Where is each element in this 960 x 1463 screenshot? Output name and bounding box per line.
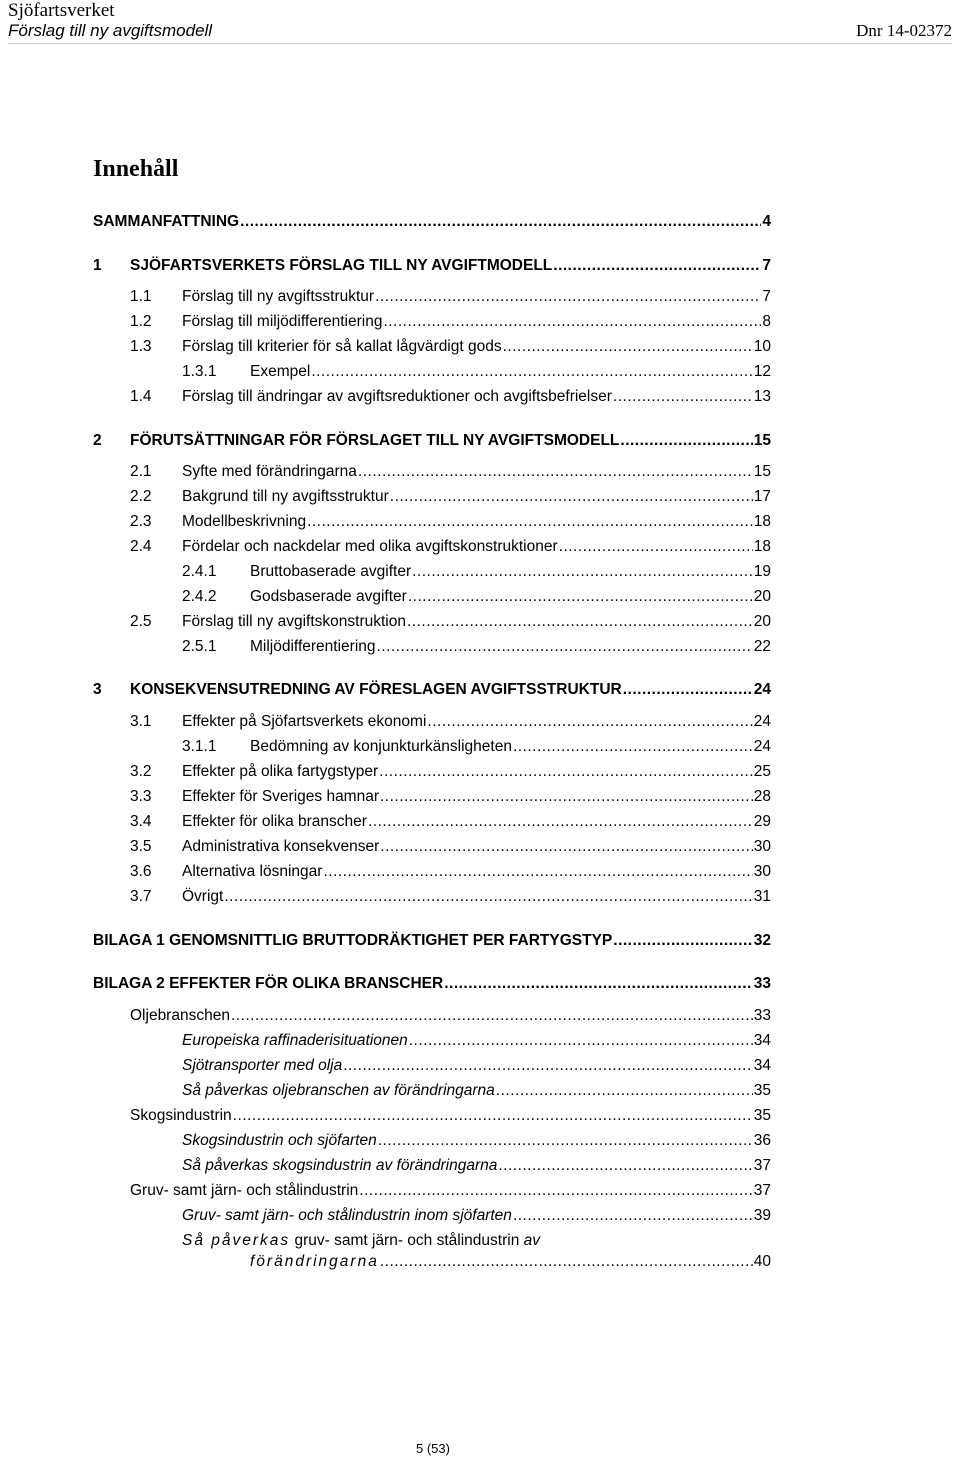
toc-page: 35 (753, 1082, 771, 1099)
toc-leader (307, 511, 753, 533)
toc-entry-text: Förslag till ändringar av avgiftsreduktioner och avgiftsbefrielser (182, 388, 612, 405)
toc-page: 32 (753, 932, 771, 949)
toc-entry-text: Övrigt (182, 888, 224, 905)
toc-page: 17 (753, 488, 771, 505)
toc-page: 30 (753, 863, 771, 880)
toc-entry-text: Skogsindustrin och sjöfarten (182, 1132, 377, 1149)
toc-number: 3.3 (130, 788, 152, 805)
toc-leader (613, 930, 752, 952)
toc-entry-text: SJÖFARTSVERKETS FÖRSLAG TILL NY AVGIFTMODELL (130, 257, 553, 274)
toc-page: 25 (753, 763, 771, 780)
toc-leader (311, 361, 752, 383)
toc-entry-text: Bedömning av konjunkturkänsligheten (250, 738, 512, 755)
toc-leader (358, 461, 753, 483)
toc-entry-text: SAMMANFATTNING (93, 213, 240, 230)
toc-leader (377, 636, 753, 658)
toc-page: 31 (753, 888, 771, 905)
toc-page: 24 (753, 738, 771, 755)
toc-leader (368, 811, 753, 833)
toc-entry[interactable] (93, 211, 771, 233)
toc-page: 33 (753, 1007, 771, 1024)
toc-number: 3.6 (130, 863, 152, 880)
toc-entry[interactable] (182, 1055, 771, 1077)
toc-entry[interactable] (182, 1080, 771, 1102)
toc-page: 29 (753, 813, 771, 830)
toc-entry-text: Förslag till ny avgiftsstruktur (182, 288, 375, 305)
toc-number: 2.4.1 (182, 563, 217, 580)
toc-entry-wrapped-line2[interactable] (250, 1251, 771, 1273)
toc-leader (623, 679, 753, 701)
toc-entry[interactable] (93, 255, 771, 277)
toc-entry-text: Effekter för olika branscher (182, 813, 367, 830)
toc-leader (343, 1055, 753, 1077)
toc-leader (513, 736, 753, 758)
toc-entry[interactable] (182, 1130, 771, 1152)
toc-entry[interactable] (182, 361, 771, 383)
toc-page: 37 (753, 1157, 771, 1174)
toc-page: 28 (753, 788, 771, 805)
toc-entry-text: Så påverkas oljebranschen av förändringarna (182, 1082, 495, 1099)
toc-entry-text: Syfte med förändringarna (182, 463, 357, 480)
toc-entry[interactable] (130, 461, 771, 483)
toc-entry[interactable] (93, 973, 771, 995)
toc-leader (240, 211, 761, 233)
toc-entry-text: BILAGA 1 GENOMSNITTLIG BRUTTODRÄKTIGHET PER FARTYGSTYP (93, 932, 613, 949)
toc-leader (444, 973, 753, 995)
toc-leader (323, 861, 752, 883)
toc-entry[interactable] (130, 1005, 771, 1027)
toc-entry-text: förändringarna (250, 1253, 379, 1270)
toc-entry[interactable] (130, 611, 771, 633)
toc-entry[interactable] (130, 1180, 771, 1202)
toc-leader (513, 1205, 753, 1227)
toc-leader (503, 336, 753, 358)
toc-entry-text: Modellbeskrivning (182, 513, 307, 530)
toc-number: 1.2 (130, 313, 152, 330)
page-number: 5 (53) (416, 1441, 450, 1456)
toc-number: 1.3 (130, 338, 152, 355)
toc-entry[interactable] (130, 386, 771, 408)
toc-number: 3 (93, 681, 102, 698)
toc-entry-text: Oljebranschen (130, 1007, 230, 1024)
toc-page: 34 (753, 1057, 771, 1074)
toc-number: 3.1.1 (182, 738, 217, 755)
toc-leader (224, 886, 752, 908)
toc-entry-text: Förslag till kriterier för så kallat lågvärdigt gods (182, 338, 502, 355)
toc-entry-text: Gruv- samt järn- och stålindustrin inom sjöfarten (182, 1207, 512, 1224)
toc-entry-text: Skogsindustrin (130, 1107, 232, 1124)
toc-entry-text: BILAGA 2 EFFEKTER FÖR OLIKA BRANSCHER (93, 975, 444, 992)
toc-leader (378, 1130, 753, 1152)
toc-entry[interactable] (130, 836, 771, 858)
toc-leader (375, 286, 761, 308)
toc-page: 34 (753, 1032, 771, 1049)
toc-entry[interactable] (182, 1155, 771, 1177)
toc-page: 40 (753, 1253, 771, 1270)
toc-page: 4 (762, 213, 771, 230)
toc-page: 35 (753, 1107, 771, 1124)
toc-leader (408, 586, 753, 608)
header-subtitle: Förslag till ny avgiftsmodell (8, 21, 213, 40)
toc-number: 2 (93, 432, 102, 449)
toc-entry[interactable] (130, 711, 771, 733)
toc-page: 18 (753, 513, 771, 530)
toc-entry[interactable] (93, 930, 771, 952)
toc-page: 24 (753, 713, 771, 730)
toc-leader (380, 786, 753, 808)
toc-page: 7 (762, 257, 771, 274)
toc-page: 22 (753, 638, 771, 655)
toc-entry-text: FÖRUTSÄTTNINGAR FÖR FÖRSLAGET TILL NY AVGIFTSMODELL (130, 432, 620, 449)
toc-entry[interactable] (130, 811, 771, 833)
toc-entry[interactable] (130, 286, 771, 308)
toc-leader (427, 711, 752, 733)
toc-leader (559, 536, 753, 558)
toc-leader (620, 430, 752, 452)
toc-leader (383, 311, 761, 333)
toc-entry-text: Så påverkas (182, 1232, 291, 1249)
toc-page: 7 (762, 288, 771, 305)
toc-entry[interactable] (182, 636, 771, 658)
toc-page: 15 (753, 432, 771, 449)
toc-entry-text: Effekter på Sjöfartsverkets ekonomi (182, 713, 427, 730)
header-org: Sjöfartsverket (8, 0, 115, 21)
toc-number: 2.4 (130, 538, 152, 555)
toc-number: 3.1 (130, 713, 152, 730)
toc-entry[interactable] (130, 336, 771, 358)
toc-page: 10 (753, 338, 771, 355)
toc-leader (613, 386, 753, 408)
toc-number: 2.5.1 (182, 638, 217, 655)
header-divider (8, 43, 952, 44)
toc-page: 20 (753, 588, 771, 605)
toc-entry[interactable] (130, 886, 771, 908)
toc-entry-text: Godsbaserade avgifter (250, 588, 407, 605)
toc-entry-text: Administrativa konsekvenser (182, 838, 380, 855)
toc-number: 3.2 (130, 763, 152, 780)
toc-entry-text: Alternativa lösningar (182, 863, 323, 880)
toc-number: 1.4 (130, 388, 152, 405)
toc-leader (412, 561, 753, 583)
toc-entry[interactable] (130, 536, 771, 558)
toc-entry-wrapped-line1[interactable] (182, 1230, 540, 1252)
toc-entry[interactable] (182, 1030, 771, 1052)
toc-entry[interactable] (182, 1205, 771, 1227)
toc-page: 37 (753, 1182, 771, 1199)
toc-entry-text: av (523, 1232, 540, 1249)
toc-leader (496, 1080, 753, 1102)
toc-entry-text: Förslag till miljödifferentiering (182, 313, 383, 330)
toc-entry-text: Så påverkas skogsindustrin av förändringarna (182, 1157, 498, 1174)
toc-entry[interactable] (130, 1105, 771, 1127)
header-dnr: Dnr 14-02372 (856, 21, 952, 40)
toc-page: 30 (753, 838, 771, 855)
toc-leader (379, 761, 753, 783)
toc-page: 19 (753, 563, 771, 580)
toc-entry[interactable] (93, 679, 771, 701)
toc-entry-text: Gruv- samt järn- och stålindustrin (130, 1182, 359, 1199)
toc-number: 2.5 (130, 613, 152, 630)
toc-leader (409, 1030, 753, 1052)
toc-leader (359, 1180, 752, 1202)
toc-entry-text: Bruttobaserade avgifter (250, 563, 412, 580)
toc-page: 36 (753, 1132, 771, 1149)
toc-leader (380, 1251, 753, 1273)
toc-entry-text: Bakgrund till ny avgiftsstruktur (182, 488, 389, 505)
toc-entry[interactable] (130, 786, 771, 808)
toc-entry-text: Exempel (250, 363, 311, 380)
toc-leader (233, 1105, 753, 1127)
toc-number: 2.1 (130, 463, 152, 480)
toc-entry-text: gruv- samt järn- och stålindustrin (290, 1232, 524, 1249)
toc-number: 3.4 (130, 813, 152, 830)
toc-entry[interactable] (182, 561, 771, 583)
toc-number: 1 (93, 257, 102, 274)
toc-leader (231, 1005, 753, 1027)
toc-number: 1.1 (130, 288, 152, 305)
toc-entry-text: Miljödifferentiering (250, 638, 376, 655)
toc-entry[interactable] (93, 430, 771, 452)
toc-leader (553, 255, 761, 277)
toc-page: 15 (753, 463, 771, 480)
toc-leader (498, 1155, 752, 1177)
toc-number: 3.7 (130, 888, 152, 905)
toc-page: 12 (753, 363, 771, 380)
toc-number: 3.5 (130, 838, 152, 855)
toc-title: Innehåll (93, 156, 179, 182)
toc-page: 33 (753, 975, 771, 992)
toc-entry[interactable] (130, 511, 771, 533)
toc-entry-text: Förslag till ny avgiftskonstruktion (182, 613, 406, 630)
toc-entry[interactable] (130, 761, 771, 783)
toc-entry-text: Effekter för Sveriges hamnar (182, 788, 379, 805)
toc-page: 39 (753, 1207, 771, 1224)
toc-entry-text: Fördelar och nackdelar med olika avgiftskonstruktioner (182, 538, 558, 555)
toc-page: 18 (753, 538, 771, 555)
toc-page: 8 (762, 313, 771, 330)
toc-leader (390, 486, 753, 508)
toc-number: 2.4.2 (182, 588, 217, 605)
toc-leader (407, 611, 753, 633)
toc-page: 13 (753, 388, 771, 405)
toc-entry-text: KONSEKVENSUTREDNING AV FÖRESLAGEN AVGIFTSSTRUKTUR (130, 681, 622, 698)
toc-page: 20 (753, 613, 771, 630)
toc-leader (380, 836, 752, 858)
toc-entry-text: Europeiska raffinaderisituationen (182, 1032, 408, 1049)
toc-number: 2.3 (130, 513, 152, 530)
toc-number: 2.2 (130, 488, 152, 505)
toc-number: 1.3.1 (182, 363, 217, 380)
toc-page: 24 (753, 681, 771, 698)
toc-entry-text: Effekter på olika fartygstyper (182, 763, 379, 780)
toc-entry[interactable] (182, 586, 771, 608)
toc-entry[interactable] (130, 311, 771, 333)
toc-entry[interactable] (130, 861, 771, 883)
toc-entry[interactable] (182, 736, 771, 758)
toc-entry-text: Sjötransporter med olja (182, 1057, 343, 1074)
toc-entry[interactable] (130, 486, 771, 508)
